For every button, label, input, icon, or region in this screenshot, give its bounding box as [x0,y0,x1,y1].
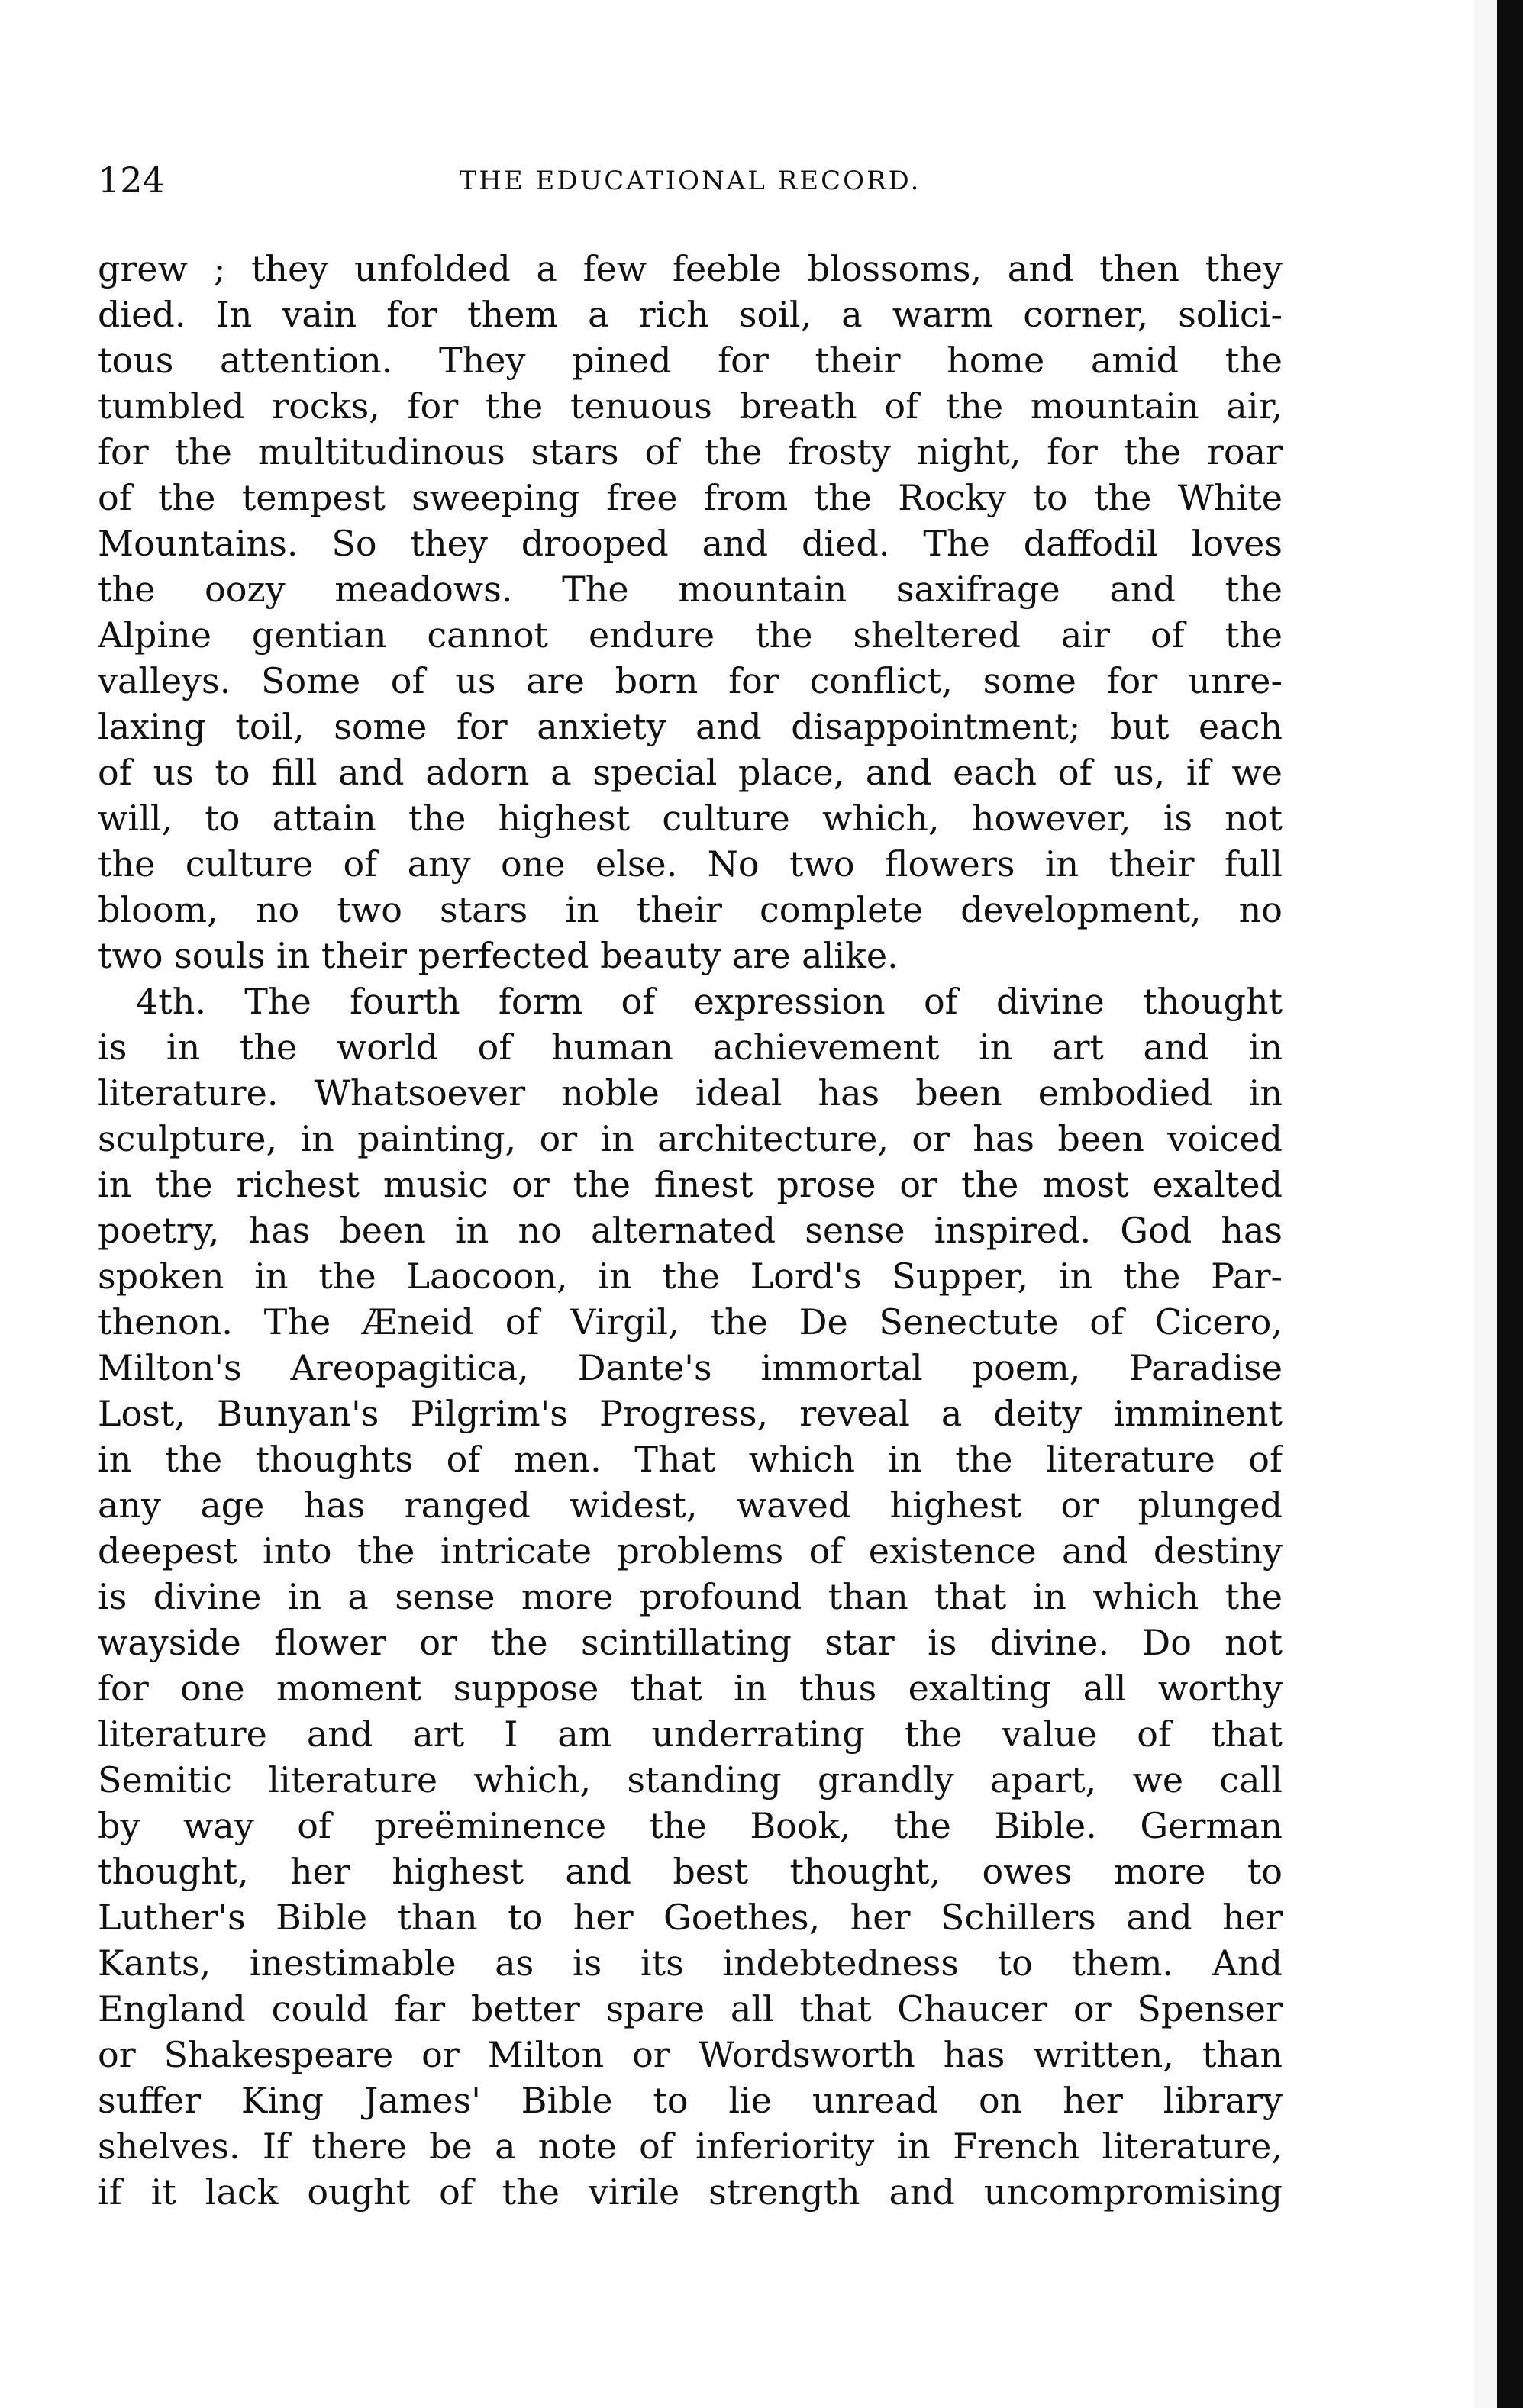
text-line: poetry, has been in no alternated sense inspired. God has [98,1210,1283,1251]
text-line: England could far better spare all that Chaucer or Spenser [98,1988,1283,2029]
text-line: Kants, inestimable as is its indebtedness to them. And [98,1942,1283,1984]
text-line: Milton's Areopagitica, Dante's immortal poem, Paradise [98,1347,1283,1388]
text-line: suffer King James' Bible to lie unread on her library [98,2080,1283,2121]
text-line: by way of preëminence the Book, the Bible. German [98,1805,1283,1846]
text-line: spoken in the Laocoon, in the Lord's Supper, in the Par- [98,1256,1283,1297]
text-line: thenon. The Æneid of Virgil, the De Senectute of Cicero, [98,1301,1283,1343]
text-line: sculpture, in painting, or in architecture, or has been voiced [98,1118,1283,1159]
text-line: will, to attain the highest culture which, however, is not [98,798,1283,839]
text-line: bloom, no two stars in their complete development, no [98,889,1283,930]
text-line: tous attention. They pined for their home amid the [98,340,1283,381]
text-line: of us to fill and adorn a special place, and each of us, if we [98,752,1283,793]
page-header [98,159,1283,201]
text-line: wayside flower or the scintillating star is divine. Do not [98,1622,1283,1663]
text-line: shelves. If there be a note of inferiority in French literature, [98,2126,1283,2167]
text-line: deepest into the intricate problems of existence and destiny [98,1530,1283,1571]
text-line: is divine in a sense more profound than that in which the [98,1576,1283,1617]
text-line: literature. Whatsoever noble ideal has been embodied in [98,1072,1283,1114]
text-line: Lost, Bunyan's Pilgrim's Progress, reveal a deity imminent [98,1393,1283,1434]
text-line: Semitic literature which, standing grandly apart, we call [98,1759,1283,1800]
text-line: of the tempest sweeping free from the Rocky to the White [98,477,1283,518]
text-line: for one moment suppose that in thus exalting all worthy [98,1668,1283,1709]
text-line: for the multitudinous stars of the frosty night, for the roar [98,431,1283,472]
text-line: is in the world of human achievement in art and in [98,1027,1283,1068]
text-line: died. In vain for them a rich soil, a warm corner, solici- [98,294,1283,335]
text-line: if it lack ought of the virile strength and uncompromising [98,2171,1283,2213]
text-line: in the richest music or the finest prose or the most exalted [98,1164,1283,1205]
text-line: literature and art I am underrating the value of that [98,1713,1283,1755]
text-line: Mountains. So they drooped and died. The daffodil loves [98,523,1283,564]
paragraph-start-line: 4th. The fourth form of expression of divine thought [136,981,1283,1022]
text-line: in the thoughts of men. That which in the literature of [98,1439,1283,1480]
page-edge-border [1497,0,1523,2408]
body-text [98,246,1283,2215]
text-line: tumbled rocks, for the tenuous breath of the mountain air, [98,385,1283,427]
running-title: THE EDUCATIONAL RECORD. [459,166,921,196]
page-number: 124 [98,160,165,201]
text-line: or Shakespeare or Milton or Wordsworth has written, than [98,2034,1283,2075]
text-line: grew ; they unfolded a few feeble blossoms, and then they [98,248,1283,289]
text-line: thought, her highest and best thought, owes more to [98,1851,1283,1892]
paragraph-end-line: two souls in their perfected beauty are alike. [98,935,899,976]
text-line: the culture of any one else. No two flowers in their full [98,843,1283,885]
text-line: valleys. Some of us are born for conflict, some for unre- [98,660,1283,701]
page-edge-shadow [1474,0,1497,2408]
text-line: Alpine gentian cannot endure the sheltered air of the [98,614,1283,656]
text-line: any age has ranged widest, waved highest or plunged [98,1484,1283,1526]
text-line: Luther's Bible than to her Goethes, her Schillers and her [98,1897,1283,1938]
text-line: laxing toil, some for anxiety and disappointment; but each [98,706,1283,747]
text-line: the oozy meadows. The mountain saxifrage and the [98,569,1283,610]
